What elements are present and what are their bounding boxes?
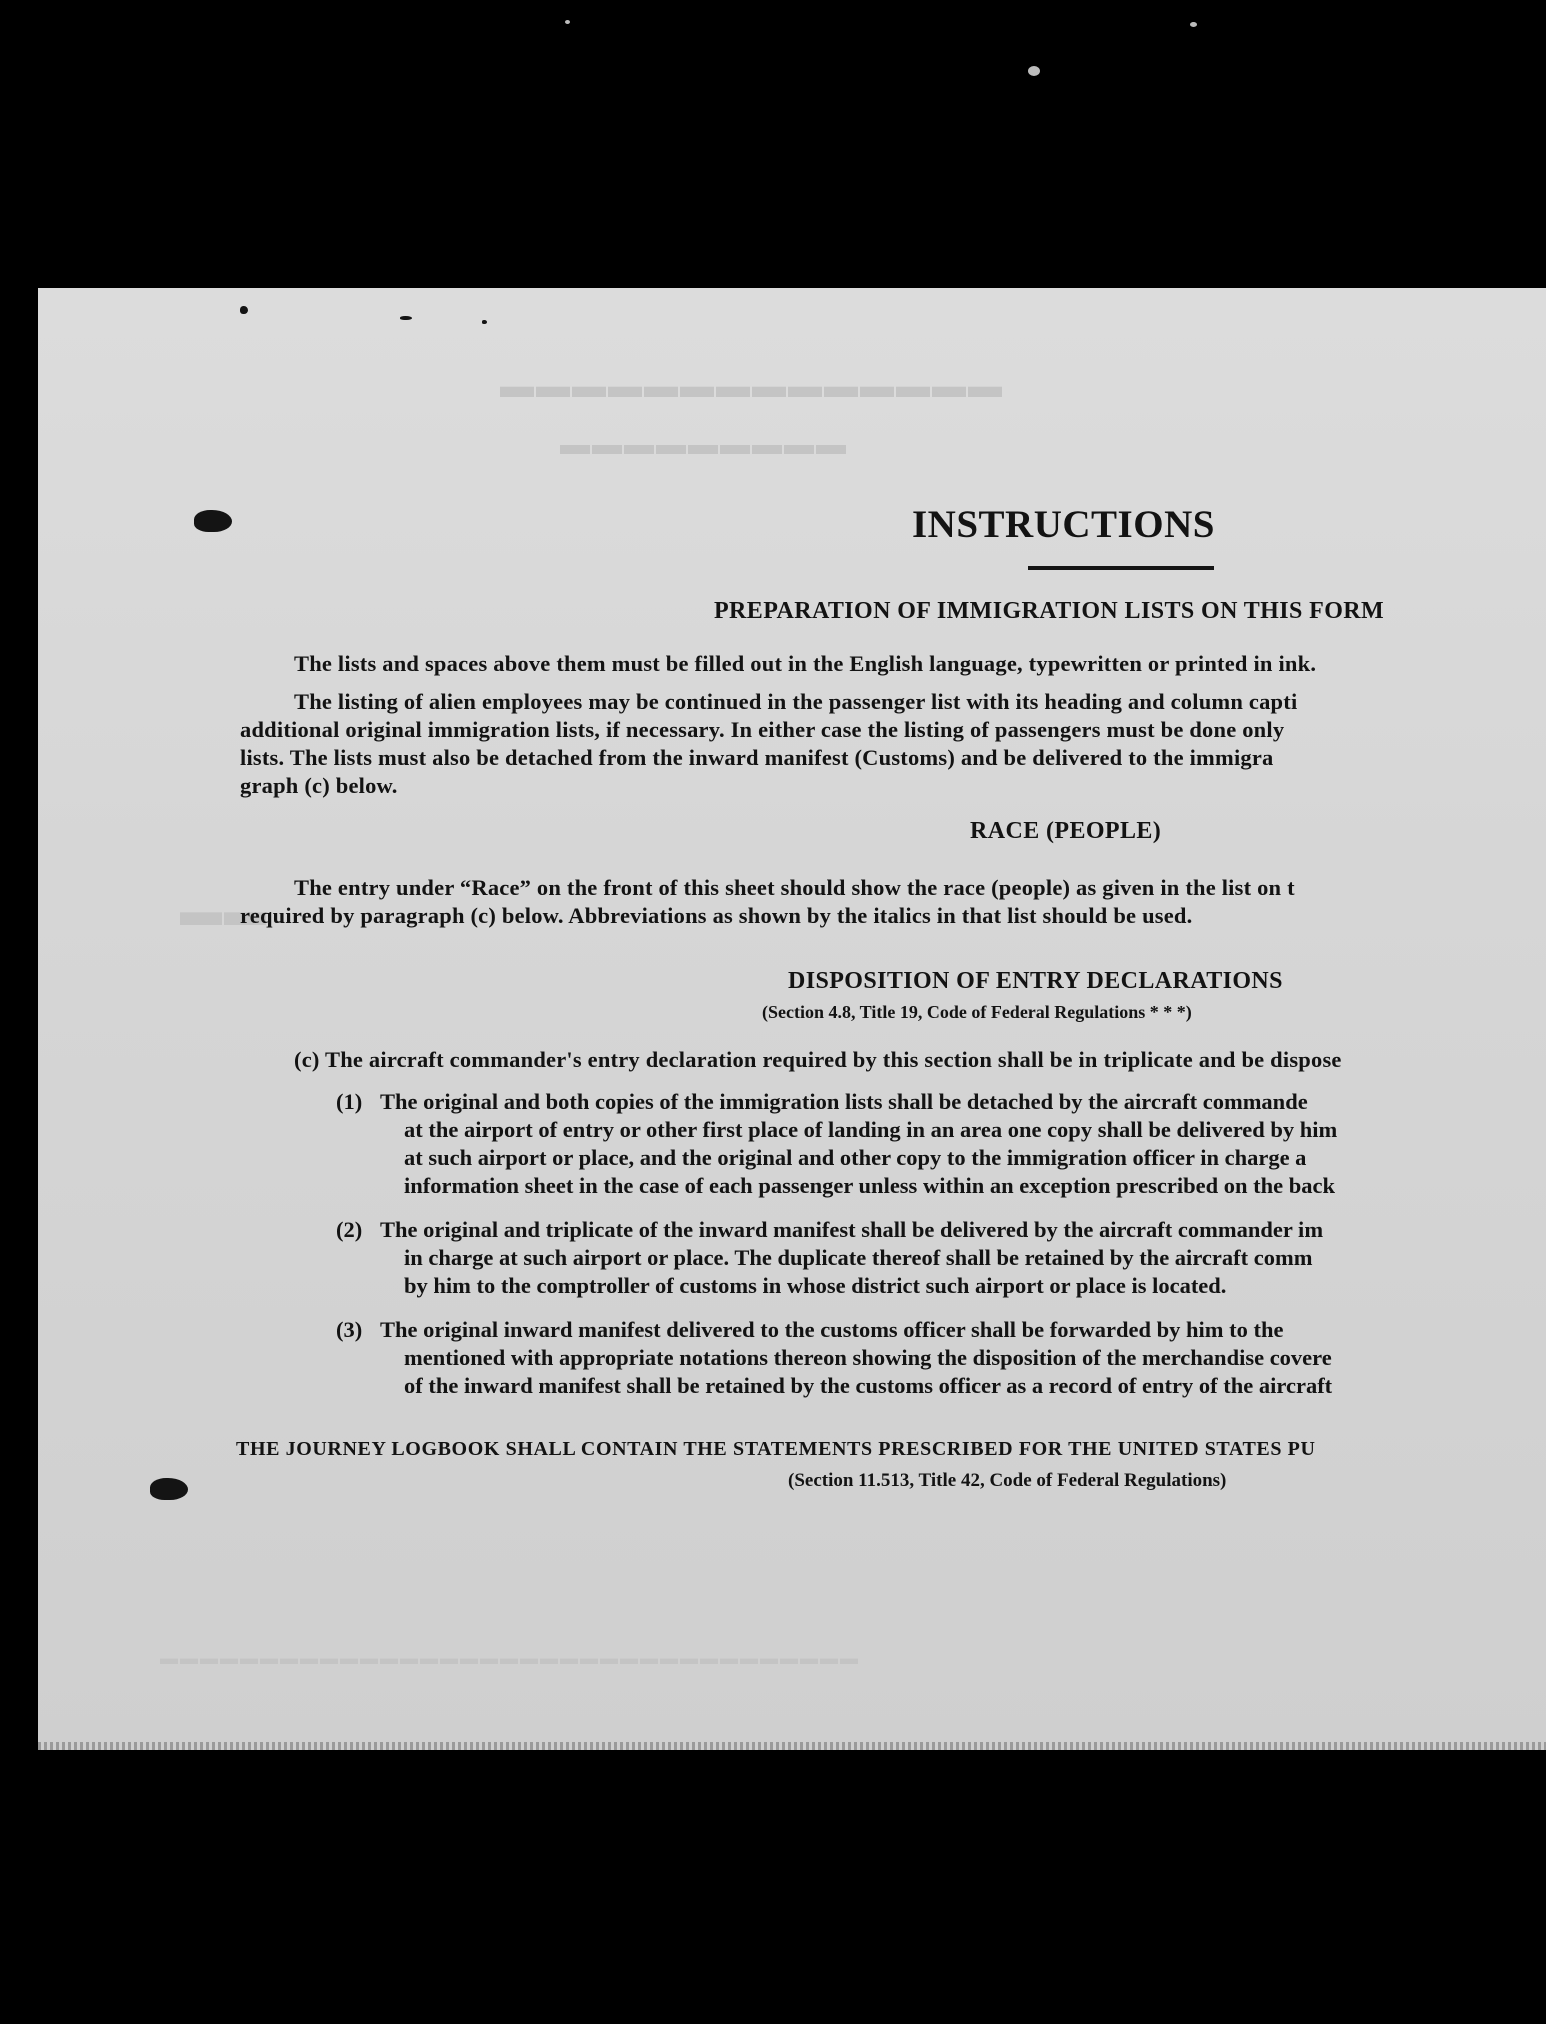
preparation-paragraph-2-line: The listing of alien employees may be continued in the passenger list with its heading and column capti (294, 689, 1298, 714)
item-line: of the inward manifest shall be retained by the customs officer as a record of entry of the aircraft (404, 1373, 1333, 1398)
preparation-heading: PREPARATION OF IMMIGRATION LISTS ON THIS FORM (714, 598, 1385, 624)
preparation-paragraph-2-line: additional original immigration lists, if necessary. In either case the listing of passengers must be done only (240, 717, 1285, 742)
speck (482, 320, 487, 324)
document-sheet (38, 288, 1546, 1750)
dust-speck (565, 20, 570, 24)
item-line: at such airport or place, and the original and other copy to the immigration officer in charge a (404, 1145, 1307, 1170)
item-line: The original inward manifest delivered to the customs officer shall be forwarded by him to the (380, 1317, 1284, 1342)
item-line: The original and triplicate of the inward manifest shall be delivered by the aircraft commander im (380, 1217, 1324, 1242)
race-paragraph-line: The entry under “Race” on the front of this sheet should show the race (people) as given in the list on t (294, 875, 1295, 900)
preparation-paragraph-2-line: graph (c) below. (240, 773, 398, 798)
bleed-through: ▬▬▬▬▬▬▬▬▬▬▬▬▬▬ (498, 368, 1002, 405)
punch-hole (194, 510, 232, 532)
preparation-paragraph-1: The lists and spaces above them must be filled out in the English language, typewritten or printed in ink. (294, 651, 1317, 676)
race-heading: RACE (PEOPLE) (970, 818, 1162, 844)
item-line: in charge at such airport or place. The duplicate thereof shall be retained by the aircraft comm (404, 1245, 1313, 1270)
item-number: (1) (336, 1089, 363, 1114)
item-line: at the airport of entry or other first place of landing in an area one copy shall be delivered by him (404, 1117, 1338, 1142)
dust-speck (1190, 22, 1197, 27)
torn-edge (38, 1742, 1546, 1750)
item-line: The original and both copies of the immigration lists shall be detached by the aircraft commande (380, 1089, 1308, 1114)
item-line: mentioned with appropriate notations thereon showing the disposition of the merchandise covere (404, 1345, 1332, 1370)
disposition-heading: DISPOSITION OF ENTRY DECLARATIONS (788, 968, 1283, 994)
speck (240, 306, 248, 314)
preparation-paragraph-2-line: lists. The lists must also be detached from the inward manifest (Customs) and be delivered to the immigra (240, 745, 1274, 770)
disposition-citation: (Section 4.8, Title 19, Code of Federal Regulations * * *) (762, 1002, 1192, 1022)
item-line: by him to the comptroller of customs in whose district such airport or place is located. (404, 1273, 1227, 1298)
logbook-statement: THE JOURNEY LOGBOOK SHALL CONTAIN THE STATEMENTS PRESCRIBED FOR THE UNITED STATES PU (236, 1438, 1316, 1460)
logbook-citation: (Section 11.513, Title 42, Code of Federal Regulations) (788, 1470, 1227, 1491)
disposition-intro: (c) The aircraft commander's entry declaration required by this section shall be in triplicate and be dispose (294, 1047, 1342, 1072)
title-underline (1028, 566, 1214, 570)
item-number: (2) (336, 1217, 363, 1242)
bleed-through: ▬▬▬▬▬▬▬▬▬ (558, 428, 846, 461)
bleed-through: ▬▬ (178, 889, 266, 935)
speck (400, 316, 412, 320)
item-number: (3) (336, 1317, 363, 1342)
page-title: INSTRUCTIONS (912, 503, 1215, 546)
bleed-through: ▬▬▬▬▬▬▬▬▬▬▬▬▬▬▬▬▬▬▬▬▬▬▬▬▬▬▬▬▬▬▬▬▬▬▬ (158, 1648, 858, 1668)
punch-hole (150, 1478, 188, 1500)
item-line: information sheet in the case of each passenger unless within an exception prescribed on the back (404, 1173, 1336, 1198)
dust-speck (1028, 66, 1040, 76)
race-paragraph-line: required by paragraph (c) below. Abbreviations as shown by the italics in that list should be used. (240, 903, 1193, 928)
